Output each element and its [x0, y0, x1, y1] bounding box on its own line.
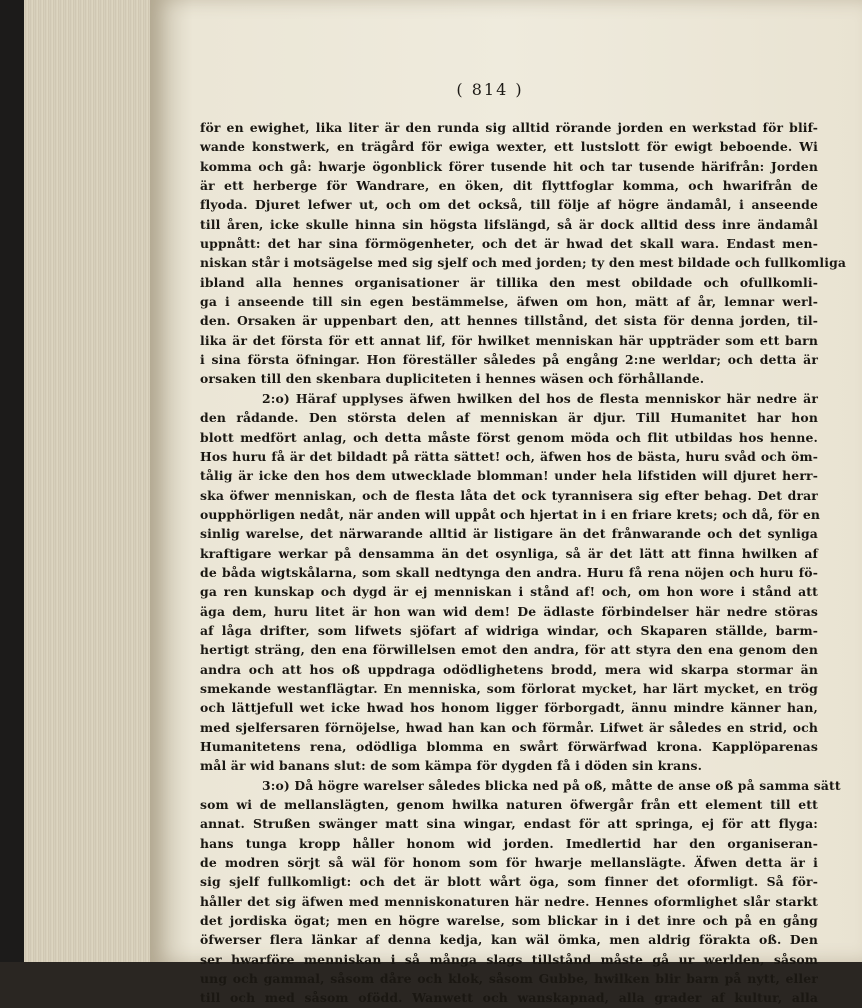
text-line: sig sjelf fullkomligt: och det är blott wårt öga, som finner det oformligt. Så för- — [200, 874, 818, 890]
text-line: af låga drifter, som lifwets sjöfart af widriga windar, och Skaparen ställde, barm- — [200, 622, 818, 638]
text-line: Hos huru få är det bildadt på rätta sättet! och, äfwen hos de bästa, huru svåd och öm- — [200, 448, 818, 464]
text-line: sinlig warelse, det närwarande alltid är listigare än det frånwarande och det synliga — [200, 526, 818, 542]
text-line: äga dem, huru litet är hon wan wid dem! De ädlaste förbindelser här nedre störas — [200, 603, 818, 619]
text-line: till och med såsom ofödd. Wanwett och wanskapnad, alla grader af kultur, alla — [200, 990, 818, 1006]
page-stack-edge — [24, 0, 165, 962]
text-line: ga ren kunskap och dygd är ej menniskan i stånd af! och, om hon wore i stånd att — [200, 584, 818, 600]
text-line: till åren, icke skulle hinna sin högsta lifslängd, så är dock alltid dess inre ändamål — [200, 216, 818, 232]
text-line: i sina första öfningar. Hon föreställer således på engång 2:ne werldar; och detta är — [200, 352, 818, 368]
text-line: de båda wigtskålarna, som skall nedtynga den andra. Huru få rena nöjen och huru fö- — [200, 564, 818, 580]
text-line: blott medfört anlag, och detta måste först genom möda och flit utbildas hos henne. — [200, 429, 818, 445]
text-line: öfwerser flera länkar af denna kedja, kan wäl ömka, men aldrig förakta oß. Den — [200, 932, 818, 948]
text-line: niskan står i motsägelse med sig sjelf och med jorden; ty den mest bildade och fullkomliga — [200, 255, 847, 271]
text-line: ung och gammal, såsom dåre och klok, såsom Gubbe, hwilken blir barn på nytt, eller — [200, 971, 818, 987]
text-line: ibland alla hennes organisationer är tillika den mest obildade och ofullkomli- — [200, 274, 818, 290]
text-line: med sjelfersaren förnöjelse, hwad han kan och förmår. Lifwet är således en strid, och — [200, 719, 818, 735]
text-line: ska öfwer menniskan, och de flesta låta det ock tyrannisera sig efter behag. Det drar — [200, 487, 818, 503]
text-line: hertigt sträng, den ena förwillelsen emot den andra, för att styra den ena genom den — [200, 642, 818, 658]
text-line: som wi de mellanslägten, genom hwilka naturen öfwergår från ett element till ett — [200, 797, 818, 813]
text-line: ser hwarföre menniskan i så många slags tillstånd måste gå ur werlden, såsom — [200, 951, 818, 967]
page-number: ( 814 ) — [456, 80, 524, 99]
text-line: wande konstwerk, en trägård för ewiga wexter, ett lustslott för ewigt beboende. Wi — [200, 139, 818, 155]
text-line: andra och att hos oß uppdraga odödlighetens brodd, mera wid skarpa stormar än — [200, 661, 818, 677]
body-text — [200, 118, 847, 1008]
text-line: orsaken till den skenbara dupliciteten i hennes wäsen och förhållande. — [200, 371, 705, 387]
text-line: annat. Strußen swänger matt sina wingar, endast för att springa, ej för att flyga: — [200, 816, 818, 832]
text-line: uppnått: det har sina förmögenheter, och det är hwad det skall wara. Endast men- — [200, 236, 818, 252]
text-line: den rådande. Den största delen af menniskan är djur. Till Humanitet har hon — [200, 410, 818, 426]
text-line: komma och gå: hwarje ögonblick förer tusende hit och tar tusende härifrån: Jorden — [200, 158, 818, 174]
text-line: lika är det första för ett annat lif, för hwilket menniskan här uppträder som ett barn — [200, 332, 818, 348]
text-line: smekande westanflägtar. En menniska, som förlorat mycket, har lärt mycket, en trög — [200, 680, 818, 696]
text-line: 3:o) Då högre warelser således blicka ned på oß, måtte de anse oß på samma sätt — [262, 777, 841, 793]
text-line: ga i anseende till sin egen bestämmelse, äfwen om hon, mätt af år, lemnar werl- — [200, 294, 818, 310]
text-line: det jordiska ögat; men en högre warelse, som blickar in i det inre och på en gång — [200, 913, 818, 929]
text-line: Humanitetens rena, odödliga blomma en swårt förwärfwad krona. Kapplöparenas — [200, 739, 818, 754]
text-line: den. Orsaken är uppenbart den, att hennes tillstånd, det sista för denna jorden, til- — [200, 313, 818, 329]
text-line: flyoda. Djuret lefwer ut, och om det också, till följe af högre ändamål, i anseende — [200, 197, 818, 213]
text-line: oupphörligen nedåt, när anden will uppåt och hjertat in i en friare krets; och då, för en — [200, 506, 821, 522]
text-line: för en ewighet, lika liter är den runda sig alltid rörande jorden en werkstad för blif- — [200, 120, 818, 135]
text-line: kraftigare werkar på densamma än det osynliga, så är det lätt att finna hwilken af — [200, 545, 818, 561]
text-line: hans tunga kropp håller honom wid jorden. Imedlertid har den organiseran- — [200, 835, 818, 851]
text-line: är ett herberge för Wandrare, en öken, dit flyttfoglar komma, och hwarifrån de — [200, 178, 818, 194]
text-line: de modren sörjt så wäl för honom som för hwarje mellanslägte. Äfwen detta är i — [200, 855, 818, 871]
text-line: tålig är icke den hos dem utwecklade blomman! under hela lifstiden will djuret herr- — [200, 468, 818, 484]
text-line: och lättjefull wet icke hwad hos honom ligger förborgadt, ännu mindre känner han, — [200, 700, 818, 716]
text-line: håller det sig äfwen med menniskonaturen här nedre. Hennes oformlighet slår starkt — [200, 893, 818, 909]
text-line: 2:o) Häraf upplyses äfwen hwilken del hos de flesta menniskor här nedre är — [262, 390, 818, 406]
text-line: mål är wid banans slut: de som kämpa för dygden få i döden sin krans. — [200, 758, 703, 774]
